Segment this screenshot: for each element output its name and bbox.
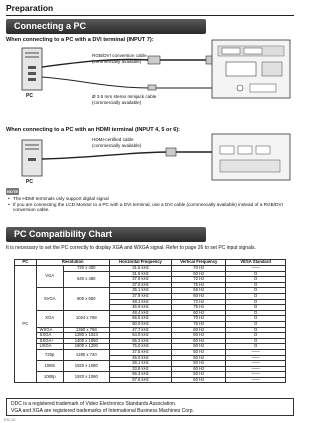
signal-name-cell: SXGA+ [36, 338, 63, 344]
signal-group-cell: 1080i [36, 361, 63, 372]
col-header-vfreq: Vertical Frequency [172, 260, 226, 266]
hfreq-cell: 64.0 kHz [109, 333, 171, 339]
dvi-cable-line2: (commercially available) [92, 58, 142, 64]
resolution-cell: 720 x 400 [63, 266, 109, 272]
vfreq-cell: 60 Hz [172, 333, 226, 339]
compat-intro: It is necessary to set the PC correctly to display XGA and WXGA signal. Refer to page 26 to set PC input signals. [6, 245, 256, 251]
monitor-hdmi-panel-icon [212, 134, 290, 180]
resolution-cell: 1280 x 720 [63, 349, 109, 360]
vesa-cell: O [226, 288, 286, 294]
vfreq-cell: 75 Hz [172, 305, 226, 311]
pc-tower-dvi-icon [22, 48, 42, 90]
vfreq-cell: 60 Hz [172, 310, 226, 316]
vesa-cell: O [226, 338, 286, 344]
vfreq-cell: 72 Hz [172, 277, 226, 283]
hdmi-cable-line1: HDMI-certified cable [92, 137, 134, 142]
hfreq-cell: 28.1 kHz [109, 361, 171, 367]
vfreq-cell: 70 Hz [172, 266, 226, 272]
vesa-cell: O [226, 271, 286, 277]
trademark-line: VGA and XGA are registered trademarks of International Business Machines Corp. [11, 408, 194, 414]
pc-label-dvi: PC [26, 93, 33, 99]
hfreq-cell: 67.5 kHz [109, 377, 171, 383]
vesa-cell: O [226, 327, 286, 333]
resolution-cell: 1920 x 1080 [63, 361, 109, 372]
hfreq-cell: 56.5 kHz [109, 316, 171, 322]
hdmi-cable-line2: (commercially available) [92, 142, 142, 148]
resolution-cell: 640 x 480 [63, 271, 109, 288]
vesa-cell: O [226, 344, 286, 350]
vfreq-cell: 72 Hz [172, 299, 226, 305]
hdmi-cable [42, 152, 215, 159]
audio-cable [42, 77, 238, 88]
vfreq-cell: 75 Hz [172, 321, 226, 327]
vfreq-cell: 60 Hz [172, 377, 226, 383]
vfreq-cell: 50 Hz [172, 361, 226, 367]
vfreq-cell: 75 Hz [172, 282, 226, 288]
resolution-cell: 1024 x 768 [63, 310, 109, 327]
pc-label-hdmi: PC [26, 179, 33, 185]
vesa-cell: O [226, 282, 286, 288]
vesa-cell: O [226, 277, 286, 283]
note-item: • The HDMI terminals only support digital signal [8, 196, 294, 202]
hfreq-cell: 56.3 kHz [109, 372, 171, 378]
hfreq-cell: 37.5 kHz [109, 349, 171, 355]
audio-cable-callout [92, 94, 156, 105]
vesa-cell: —— [226, 349, 286, 355]
vesa-cell: O [226, 310, 286, 316]
col-header-pc: PC [15, 260, 37, 266]
hfreq-cell: 60.0 kHz [109, 321, 171, 327]
hfreq-cell: 35.1 kHz [109, 288, 171, 294]
note-badge: NOTE [6, 189, 19, 194]
vfreq-cell: 50 Hz [172, 349, 226, 355]
vesa-cell: —— [226, 361, 286, 367]
compat-table [14, 259, 286, 383]
resolution-cell: 1600 x 1200 [63, 344, 109, 350]
pc-cell: PC [15, 266, 37, 383]
vfreq-cell: 60 Hz [172, 293, 226, 299]
dvi-cable-line1: RGB/DVI conversion cable [92, 53, 147, 58]
note-item: • If you are connecting the LCD Monitor to a PC with a DVI terminal, use a DVI cable (commercially available) instead of a RGB/DVI conversion cable. [8, 202, 294, 213]
signal-group-cell: 720p [36, 349, 63, 360]
col-header-resolution: Resolution [36, 260, 109, 266]
hfreq-cell: 47.7 kHz [109, 327, 171, 333]
vesa-cell: —— [226, 372, 286, 378]
page-number: EN-10 [4, 417, 16, 422]
trademark-line: DDC is a registered trademark of Video Electronics Standards Association. [11, 401, 177, 407]
audio-cable-line2: (commercially available) [92, 99, 142, 105]
vfreq-cell: 60 Hz [172, 355, 226, 361]
section-heading-connecting: Connecting a PC [6, 19, 206, 34]
hdmi-subheading: When connecting to a PC with an HDMI terminal (INPUT 4, 5 or 6): [6, 127, 181, 133]
hfreq-cell: 48.1 kHz [109, 299, 171, 305]
vesa-cell: —— [226, 355, 286, 361]
signal-name-cell: WXGA [36, 327, 63, 333]
vesa-cell: O [226, 293, 286, 299]
trademark-box [6, 398, 294, 416]
vesa-cell: O [226, 305, 286, 311]
vesa-cell: O [226, 316, 286, 322]
page-header: Preparation [6, 3, 54, 13]
hfreq-cell: 48.4 kHz [109, 310, 171, 316]
signal-group-cell: 1080p [36, 372, 63, 383]
hfreq-cell: 33.8 kHz [109, 366, 171, 372]
resolution-cell: 800 x 600 [63, 288, 109, 310]
header-rule [6, 15, 294, 16]
vfreq-cell: 70 Hz [172, 316, 226, 322]
resolution-cell: 1280 x 1024 [63, 333, 109, 339]
signal-group-cell: SVGA [36, 288, 63, 310]
signal-group-cell: XGA [36, 310, 63, 327]
vesa-cell: O [226, 333, 286, 339]
col-header-vesa: VESA Standard [226, 260, 286, 266]
pc-tower-hdmi-icon [22, 140, 42, 176]
note-list [8, 196, 294, 213]
vfreq-cell: 56 Hz [172, 288, 226, 294]
col-header-hfreq: Horizontal Frequency [109, 260, 171, 266]
resolution-cell: 1360 x 768 [63, 327, 109, 333]
resolution-cell: 1920 x 1080 [63, 372, 109, 383]
hfreq-cell: 37.5 kHz [109, 282, 171, 288]
vfreq-cell: 60 Hz [172, 271, 226, 277]
vfreq-cell: 60 Hz [172, 344, 226, 350]
hfreq-cell: 31.5 kHz [109, 266, 171, 272]
signal-name-cell: SXGA [36, 333, 63, 339]
dvi-subheading: When connecting to a PC with a DVI terminal (INPUT 7): [6, 37, 154, 43]
vfreq-cell: 60 Hz [172, 366, 226, 372]
hfreq-cell: 37.9 kHz [109, 293, 171, 299]
hfreq-cell: 31.5 kHz [109, 271, 171, 277]
vesa-cell: O [226, 321, 286, 327]
vesa-cell: —— [226, 377, 286, 383]
vesa-cell: —— [226, 366, 286, 372]
hfreq-cell: 45.0 kHz [109, 355, 171, 361]
vfreq-cell: 60 Hz [172, 327, 226, 333]
audio-cable-line1: Ø 3.5 mm stereo minijack cable [92, 94, 157, 99]
vesa-cell: —— [226, 266, 286, 272]
hfreq-cell: 75.0 kHz [109, 344, 171, 350]
signal-group-cell: VGA [36, 266, 63, 288]
dvi-cable-callout [92, 53, 147, 64]
section-heading-compat: PC Compatibility Chart [6, 227, 206, 242]
monitor-terminal-panel-icon [212, 40, 290, 98]
hfreq-cell: 65.3 kHz [109, 338, 171, 344]
signal-name-cell: UXGA [36, 344, 63, 350]
vesa-cell: O [226, 299, 286, 305]
vfreq-cell: 60 Hz [172, 338, 226, 344]
hfreq-cell: 46.9 kHz [109, 305, 171, 311]
vfreq-cell: 50 Hz [172, 372, 226, 378]
hfreq-cell: 37.9 kHz [109, 277, 171, 283]
hdmi-cable-callout [92, 137, 141, 148]
resolution-cell: 1400 x 1050 [63, 338, 109, 344]
